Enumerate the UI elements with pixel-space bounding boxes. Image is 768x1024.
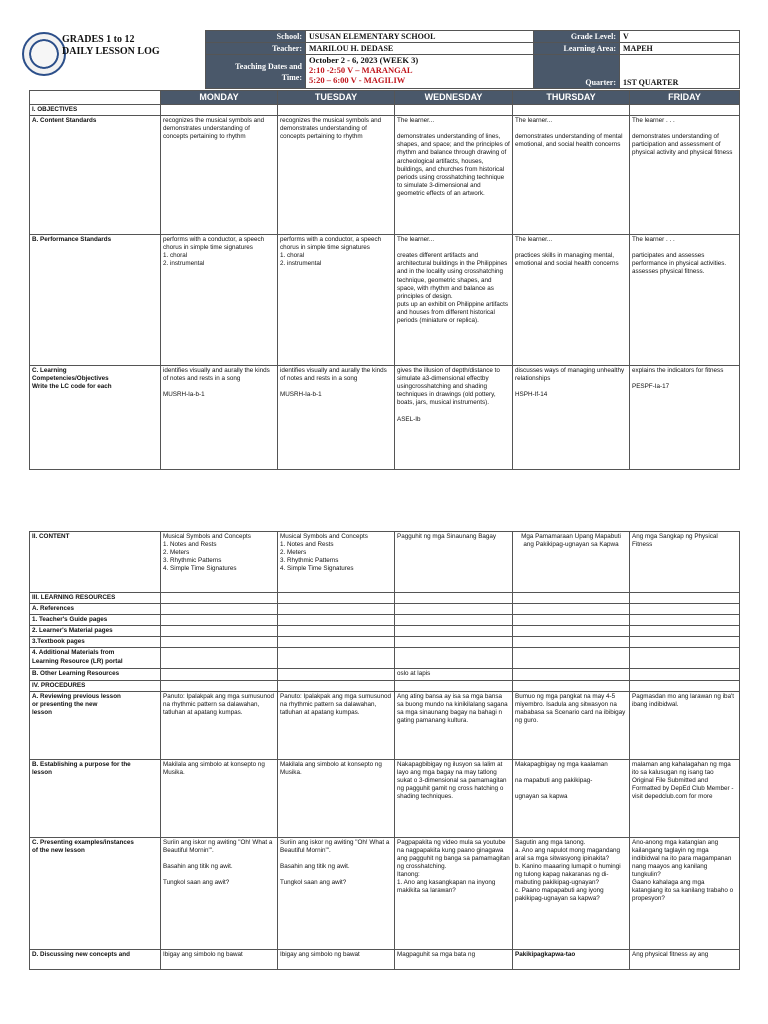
- table-cell: Ang ating bansa ay isa sa mga bansa sa buong mundo na kinikilalang sagana sa mga sinaunang bagay na bahagi n gating pamanang kultura.: [395, 691, 513, 759]
- table-cell: The learner... practices skills in managing mental, emotional and social health concerns: [513, 235, 630, 366]
- row-label: 3.Textbook pages: [30, 637, 161, 648]
- table-cell: [395, 105, 513, 116]
- dates-value: October 2 - 6, 2023 (WEEK 3): [309, 55, 419, 65]
- table-cell: Makilala ang simbolo at konsepto ng Musika.: [161, 759, 278, 837]
- teacher-value: MARILOU H. DEDASE: [306, 43, 534, 55]
- teaching-dates-label: [206, 55, 306, 89]
- table-cell: [278, 626, 395, 637]
- time-label-text: Time:: [281, 72, 302, 82]
- day-header-monday: MONDAY: [161, 91, 278, 105]
- row-label: I. OBJECTIVES: [30, 105, 161, 116]
- row-label: A. Reviewing previous lesson or presenting the new lesson: [30, 691, 161, 759]
- table-cell: [630, 615, 740, 626]
- table-cell: performs with a conductor, a speech chorus in simple time signatures 1. choral 2. instrumental: [278, 235, 395, 366]
- school-label: School:: [206, 31, 306, 43]
- table-cell: identifies visually and aurally the kinds of notes and rests in a song MUSRH-Ia-b-1: [278, 366, 395, 470]
- table-cell: Pagguhit ng mga Sinaunang Bagay: [395, 532, 513, 593]
- table-cell: [395, 680, 513, 691]
- grade-level-label: Grade Level:: [534, 31, 620, 43]
- table-cell: Makilala ang simbolo at konsepto ng Musika.: [278, 759, 395, 837]
- row-label: C. Learning Competencies/Objectives Write the LC code for each: [30, 366, 161, 470]
- table-cell: identifies visually and aurally the kinds of notes and rests in a song MUSRH-Ia-b-1: [161, 366, 278, 470]
- quarter-value: 1ST QUARTER: [620, 55, 740, 89]
- table-cell: The learner . . . demonstrates understanding of participation and assessment of physical activity and physical fitness: [630, 116, 740, 235]
- deped-seal-logo: [22, 32, 66, 76]
- table-cell: The learner... demonstrates understanding of lines, shapes, and space; and the principles of rhythm and balance through drawing of archeological artifacts, houses, buildings, and churches from historical periods using crosshatching technique to simulate 3-dimensional and geometric effects of an artwork.: [395, 116, 513, 235]
- table-cell: [278, 637, 395, 648]
- row-label: IV. PROCEDURES: [30, 680, 161, 691]
- table-cell: [278, 669, 395, 680]
- day-header-wednesday: WEDNESDAY: [395, 91, 513, 105]
- time-value-2: 5:20 – 6:00 V - MAGILIW: [309, 75, 406, 85]
- table-cell: [161, 604, 278, 615]
- table-cell: [161, 680, 278, 691]
- table-cell: The learner... creates different artifacts and architectural buildings in the Philippines and in the locality using crosshatching technique, geometric shapes, and space, with rhythm and balance as principles of design. puts up an exhibit on Philippine artifacts and houses from different historical periods (miniature or replica).: [395, 235, 513, 366]
- table-cell: Ano-anong mga katangian ang kailangang taglayin ng mga indibidwal na ito para magampanan nang maayos ang kanilang tungkulin? Gaano kahalaga ang mga katangiang ito sa kanilang trabaho o propesyon?: [630, 837, 740, 949]
- table-cell: [513, 593, 630, 604]
- row-label: A. References: [30, 604, 161, 615]
- table-cell: explains the indicators for fitness PESPF-Ia-17: [630, 366, 740, 470]
- table-cell: [278, 105, 395, 116]
- teacher-label: Teacher:: [206, 43, 306, 55]
- table-cell: Pakikipagkapwa-tao: [513, 949, 630, 969]
- table-cell: [513, 680, 630, 691]
- row-label: B. Establishing a purpose for the lesson: [30, 759, 161, 837]
- table-cell: [161, 105, 278, 116]
- table-cell: [395, 637, 513, 648]
- table-cell: [630, 637, 740, 648]
- table-cell: Suriin ang iskor ng awiting "Oh! What a Beautiful Mornin'". Basahin ang titik ng awit. Tungkol saan ang awit?: [161, 837, 278, 949]
- table-cell: [161, 637, 278, 648]
- table-cell: Magpaguhit sa mga bata ng: [395, 949, 513, 969]
- learning-area-label: Learning Area:: [534, 43, 620, 55]
- day-header-friday: FRIDAY: [630, 91, 740, 105]
- table-cell: [395, 648, 513, 669]
- table-cell: oslo at lapis: [395, 669, 513, 680]
- row-label: III. LEARNING RESOURCES: [30, 593, 161, 604]
- table-cell: Bumuo ng mga pangkat na may 4-5 miyembro. Isadula ang sitwasyon na mababasa sa Scenario card na ibibigay ng guro.: [513, 691, 630, 759]
- row-label: II. CONTENT: [30, 532, 161, 593]
- table-cell: [630, 680, 740, 691]
- row-label: B. Performance Standards: [30, 235, 161, 366]
- row-label: C. Presenting examples/instances of the new lesson: [30, 837, 161, 949]
- row-label: D. Discussing new concepts and: [30, 949, 161, 969]
- row-label: B. Other Learning Resources: [30, 669, 161, 680]
- table-cell: Ibigay ang simbolo ng bawat: [278, 949, 395, 969]
- quarter-label: Quarter:: [534, 55, 620, 89]
- day-header-thursday: THURSDAY: [513, 91, 630, 105]
- table-cell: malaman ang kahalagahan ng mga ito sa kalusugan ng isang tao Original File Submitted and Formatted by DepEd Club Member - visit depedclub.com for more: [630, 759, 740, 837]
- time-value-1: 2:10 -2:50 V – MARANGAL: [309, 65, 413, 75]
- row-label: 2. Learner's Material pages: [30, 626, 161, 637]
- table-cell: [513, 648, 630, 669]
- grade-level-value: V: [620, 31, 740, 43]
- teaching-dates-value: [306, 55, 534, 89]
- row-label: 4. Additional Materials from Learning Resource (LR) portal: [30, 648, 161, 669]
- table-cell: performs with a conductor, a speech chorus in simple time signatures 1. choral 2. instrumental: [161, 235, 278, 366]
- table-cell: Ang physical fitness ay ang: [630, 949, 740, 969]
- table-cell: recognizes the musical symbols and demonstrates understanding of concepts pertaining to rhythm: [278, 116, 395, 235]
- title-line-2: DAILY LESSON LOG: [62, 46, 160, 57]
- learning-area-value: MAPEH: [620, 43, 740, 55]
- lesson-table-content-procedures: [29, 531, 740, 970]
- table-cell: Pagmasdan mo ang larawan ng iba't ibang indibidwal.: [630, 691, 740, 759]
- table-cell: [630, 648, 740, 669]
- table-cell: [630, 593, 740, 604]
- table-cell: [395, 604, 513, 615]
- corner-cell: [30, 91, 161, 105]
- table-cell: [161, 593, 278, 604]
- table-cell: recognizes the musical symbols and demonstrates understanding of concepts pertaining to rhythm: [161, 116, 278, 235]
- table-cell: [630, 626, 740, 637]
- table-cell: [278, 604, 395, 615]
- table-cell: discusses ways of managing unhealthy relationships HSPH-If-14: [513, 366, 630, 470]
- table-cell: gives the illusion of depth/distance to simulate a3-dimensional effectby usingcrosshatching and shading techniques in drawings (old pottery, boats, jars, musical instruments). ASEL-Ib: [395, 366, 513, 470]
- table-cell: Makapagbigay ng mga kaalaman na mapabuti ang pakikipag- ugnayan sa kapwa: [513, 759, 630, 837]
- lesson-table-objectives: [29, 90, 740, 470]
- table-cell: Panuto: Ipalakpak ang mga sumusunod na rhythmic pattern sa dalawahan, tatluhan at apatang kumpas.: [278, 691, 395, 759]
- table-cell: [161, 615, 278, 626]
- table-cell: [161, 648, 278, 669]
- school-value: USUSAN ELEMENTARY SCHOOL: [306, 31, 534, 43]
- row-label: A. Content Standards: [30, 116, 161, 235]
- table-cell: [630, 604, 740, 615]
- table-cell: [395, 593, 513, 604]
- title-line-1: GRADES 1 to 12: [62, 34, 135, 45]
- table-cell: [278, 615, 395, 626]
- table-cell: [161, 626, 278, 637]
- table-cell: Ibigay ang simbolo ng bawat: [161, 949, 278, 969]
- table-cell: Pagpapakita ng video mula sa youtube na nagpapakita kung paano ginagawa ang pagguhit ng banga sa pamamagitan ng crosshatching. Itanong: 1. Ano ang kasangkapan na inyong makikita sa larawan?: [395, 837, 513, 949]
- table-cell: Panuto: Ipalakpak ang mga sumusunod na rhythmic pattern sa dalawahan, tatluhan at apatang kumpas.: [161, 691, 278, 759]
- table-cell: Mga Pamamaraan Upang Mapabuti ang Pakikipag-ugnayan sa Kapwa: [513, 532, 630, 593]
- table-cell: The learner... demonstrates understanding of mental emotional, and social health concerns: [513, 116, 630, 235]
- row-label: 1. Teacher's Guide pages: [30, 615, 161, 626]
- table-cell: The learner . . . participates and assesses performance in physical activities. assesses physical fitness.: [630, 235, 740, 366]
- table-cell: [278, 648, 395, 669]
- day-header-tuesday: TUESDAY: [278, 91, 395, 105]
- table-cell: [278, 680, 395, 691]
- table-cell: Nakapagbibigay ng ilusyon sa lalim at layo ang mga bagay na may tatlong sukat o 3-dimensional sa pamamagitan ng pagguhit gamit ng cross hatching o shading techniques.: [395, 759, 513, 837]
- table-cell: [395, 615, 513, 626]
- table-cell: [395, 626, 513, 637]
- table-cell: [513, 604, 630, 615]
- table-cell: Sagutin ang mga tanong. a. Ano ang napulot mong magandang aral sa mga sitwasyong ipinakita? b. Kanino maaaring lumapit o humingi ng tulong kapag nakaranas ng di- mabuting pakikipag-ugnayan? c. Paano mapapabuti ang iyong pakikipag-ugnayan sa kapwa?: [513, 837, 630, 949]
- table-cell: Ang mga Sangkap ng Physical Fitness: [630, 532, 740, 593]
- table-cell: [630, 105, 740, 116]
- table-cell: [513, 615, 630, 626]
- table-cell: [278, 593, 395, 604]
- table-cell: [513, 626, 630, 637]
- form-title: [62, 34, 160, 58]
- table-cell: Musical Symbols and Concepts 1. Notes and Rests 2. Meters 3. Rhythmic Patterns 4. Simple Time Signatures: [161, 532, 278, 593]
- table-cell: Suriin ang iskor ng awiting "Oh! What a Beautiful Mornin'". Basahin ang titik ng awit. Tungkol saan ang awit?: [278, 837, 395, 949]
- table-cell: [513, 105, 630, 116]
- dates-label-text: Teaching Dates and: [235, 61, 302, 71]
- table-cell: Musical Symbols and Concepts 1. Notes and Rests 2. Meters 3. Rhythmic Patterns 4. Simple Time Signatures: [278, 532, 395, 593]
- table-cell: [161, 669, 278, 680]
- table-cell: [630, 669, 740, 680]
- table-cell: [513, 669, 630, 680]
- header-info-table: [205, 30, 740, 89]
- table-cell: [513, 637, 630, 648]
